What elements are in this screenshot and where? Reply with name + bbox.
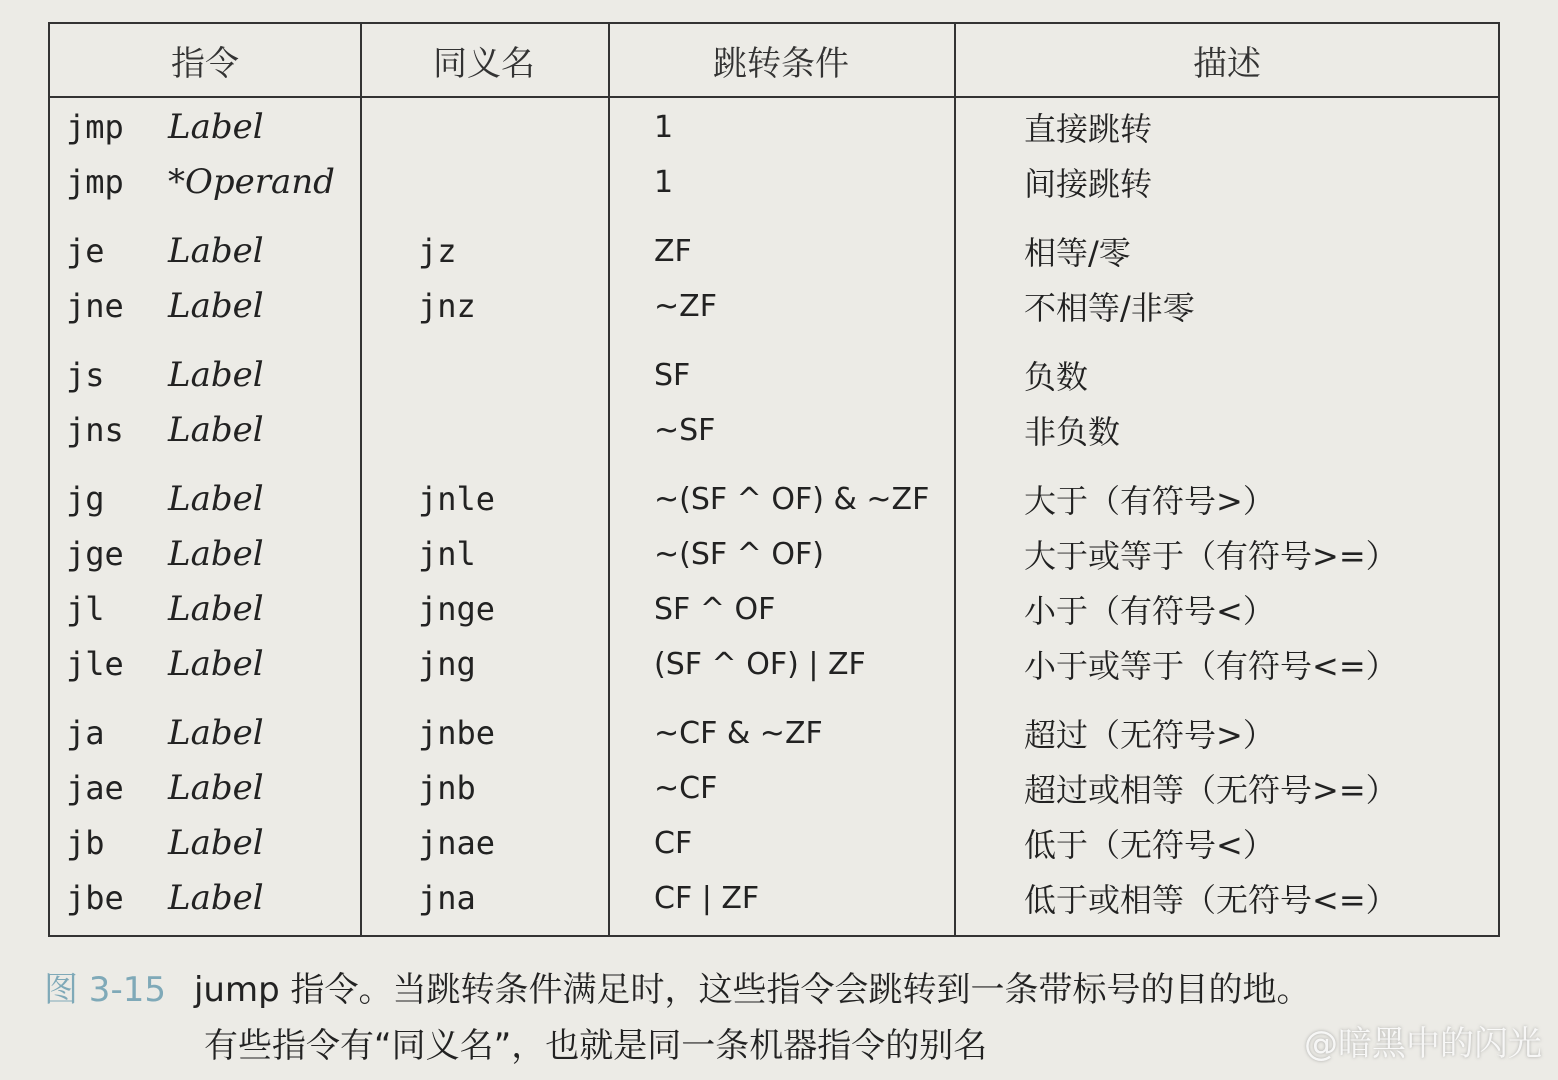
table-row [50,224,1498,278]
header-condition: 跳转条件 [713,43,849,84]
jump-condition: ZF [654,233,692,269]
table-row [50,155,1498,209]
jump-condition: CF [654,825,693,861]
synonym: jnae [418,824,496,862]
jump-condition: 1 [654,109,674,145]
synonym: jng [418,645,476,683]
instruction-operand: Label [168,479,264,519]
figure-number: 图 3-15 [44,970,166,1010]
header-instruction: 指令 [171,43,239,84]
instruction-operand: Label [168,107,264,147]
table-header-row [50,24,1498,98]
description: 低于或相等（无符号<=） [1024,881,1398,919]
table-row [50,582,1498,636]
jump-condition: CF | ZF [654,880,760,916]
instruction-operand: Label [168,823,264,863]
instruction-operand: Label [168,286,264,326]
table-row [50,761,1498,815]
description: 超过或相等（无符号>=） [1024,771,1398,809]
instruction-operand: Label [168,410,264,450]
table-row [50,637,1498,691]
table-row [50,871,1498,925]
description: 非负数 [1024,413,1121,451]
caption-text-1: jump 指令。当跳转条件满足时，这些指令会跳转到一条带标号的目的地。 [193,970,1311,1010]
instruction-operand: Label [168,644,264,684]
description: 小于（有符号<） [1024,592,1275,630]
description: 超过（无符号>） [1024,716,1275,754]
synonym: jnl [418,535,476,573]
jump-condition: ~SF [654,412,716,448]
synonym: jnz [418,287,476,325]
instruction-operand: Label [168,589,264,629]
synonym: jnge [418,590,496,628]
table-row [50,348,1498,402]
jump-condition: (SF ^ OF) | ZF [654,646,866,682]
header-description: 描述 [1193,43,1261,84]
instruction-mnemonic: js [66,356,105,394]
table-row [50,472,1498,526]
instruction-mnemonic: jae [66,769,124,807]
synonym: jnle [418,480,496,518]
instruction-operand: *Operand [168,162,335,202]
table-row [50,816,1498,870]
instruction-mnemonic: jle [66,645,124,683]
instruction-mnemonic: je [66,232,105,270]
jump-condition: SF ^ OF [654,591,776,627]
synonym: jna [418,879,476,917]
instruction-mnemonic: jmp [66,163,124,201]
description: 不相等/非零 [1024,289,1195,327]
instruction-mnemonic: jne [66,287,124,325]
table-row [50,527,1498,581]
synonym: jz [418,232,457,270]
instruction-mnemonic: jbe [66,879,124,917]
instruction-operand: Label [168,534,264,574]
instruction-mnemonic: ja [66,714,105,752]
caption-line-1 [44,962,1534,1018]
jump-condition: ~CF [654,770,718,806]
description: 大于（有符号>） [1024,482,1275,520]
description: 大于或等于（有符号>=） [1024,537,1398,575]
jump-instruction-table [48,22,1500,937]
description: 间接跳转 [1024,165,1153,203]
synonym: jnb [418,769,476,807]
instruction-mnemonic: jns [66,411,124,449]
description: 直接跳转 [1024,110,1153,148]
description: 小于或等于（有符号<=） [1024,647,1398,685]
instruction-operand: Label [168,713,264,753]
table-row [50,706,1498,760]
description: 相等/零 [1024,234,1131,272]
jump-condition: ~(SF ^ OF) [654,536,824,572]
caption-text-2: 有些指令有“同义名”，也就是同一条机器指令的别名 [204,1026,988,1066]
instruction-operand: Label [168,768,264,808]
instruction-mnemonic: jg [66,480,105,518]
table-row [50,403,1498,457]
instruction-operand: Label [168,231,264,271]
table-row [50,279,1498,333]
description: 负数 [1024,358,1089,396]
instruction-mnemonic: jl [66,590,105,628]
watermark: @暗黑中的闪光 [1304,1024,1542,1064]
synonym: jnbe [418,714,496,752]
table-row [50,100,1498,154]
instruction-mnemonic: jb [66,824,105,862]
description: 低于（无符号<） [1024,826,1275,864]
header-synonym: 同义名 [433,43,535,84]
jump-condition: ~(SF ^ OF) & ~ZF [654,481,930,517]
instruction-operand: Label [168,878,264,918]
instruction-operand: Label [168,355,264,395]
jump-condition: ~CF & ~ZF [654,715,823,751]
jump-condition: SF [654,357,691,393]
instruction-mnemonic: jge [66,535,124,573]
instruction-mnemonic: jmp [66,108,124,146]
jump-condition: ~ZF [654,288,717,324]
jump-condition: 1 [654,164,674,200]
